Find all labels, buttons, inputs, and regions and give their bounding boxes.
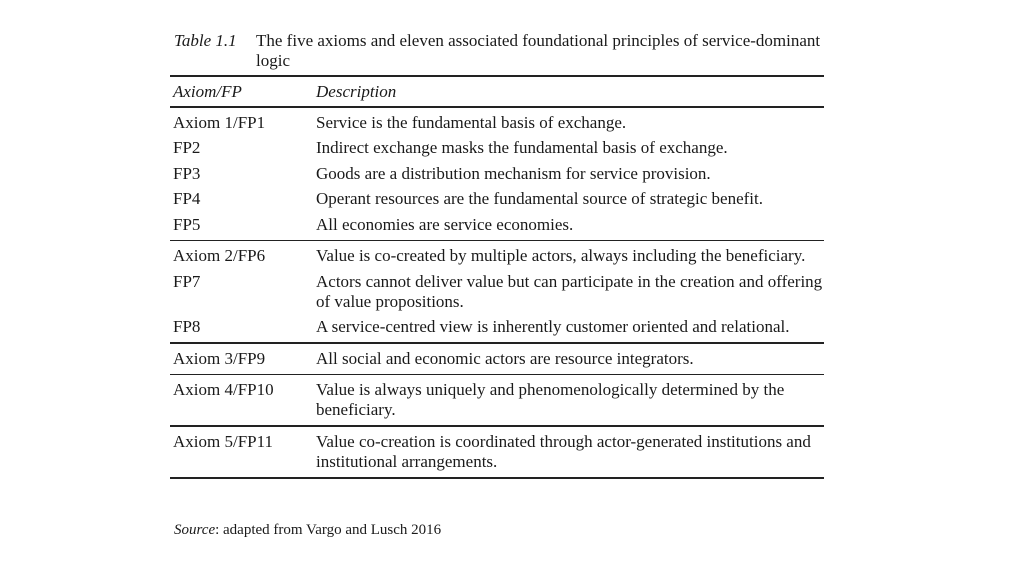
cell-description: Indirect exchange masks the fundamental basis of exchange. [316,138,728,157]
cell-description: Value is co-created by multiple actors, always including the beneficiary. [316,246,806,265]
table-row [170,349,824,369]
cell-axiom-fp: FP8 [173,317,201,336]
cell-axiom-fp: FP4 [173,189,201,208]
cell-axiom-fp: FP2 [173,138,201,157]
table-group [170,241,824,342]
cell-axiom-fp: FP3 [173,163,201,183]
table-row [170,380,824,420]
table-bottom-rule [170,477,824,479]
cell-axiom-fp: Axiom 4/FP10 [173,380,274,399]
source-label: Source [174,522,216,538]
table-body [170,108,824,479]
table-row [170,317,824,337]
header-description: Description [316,81,397,101]
table-row [170,164,824,184]
table-header-row [170,77,824,106]
table-row [170,189,824,209]
cell-axiom-fp: Axiom 3/FP9 [173,348,266,368]
axioms-table [170,75,824,479]
cell-description: Operant resources are the fundamental source of strategic benefit. [316,189,763,208]
table-source-note [174,522,441,539]
table-row [170,432,824,472]
table-caption [174,31,826,70]
header-axiom-fp: Axiom/FP [173,81,242,101]
table-group [170,427,824,477]
caption-label: Table 1.1 [174,31,237,50]
cell-description: Service is the fundamental basis of exchange. [316,112,627,132]
cell-description: Goods are a distribution mechanism for service provision. [316,163,711,183]
cell-description: Value co-creation is coordinated through actor-generated institutions and institutional arrangements. [316,431,811,471]
table-row [170,272,824,312]
cell-axiom-fp: Axiom 2/FP6 [173,246,266,265]
table-group [170,108,824,240]
caption-text: The five axioms and eleven associated foundational principles of service-dominant logic [256,31,821,70]
table-group [170,375,824,425]
cell-description: All economies are service economies. [316,214,574,234]
cell-axiom-fp: Axiom 5/FP11 [173,431,273,451]
cell-axiom-fp: FP7 [173,271,201,291]
table-row [170,113,824,133]
cell-description: Actors cannot deliver value but can participate in the creation and offering of value propositions. [316,271,823,311]
cell-axiom-fp: FP5 [173,214,201,234]
cell-description: Value is always uniquely and phenomenologically determined by the beneficiary. [316,380,785,419]
source-text: : adapted from Vargo and Lusch 2016 [215,522,442,538]
table-group [170,344,824,374]
cell-axiom-fp: Axiom 1/FP1 [173,112,266,132]
table-row [170,246,824,266]
table-row [170,138,824,158]
cell-description: All social and economic actors are resource integrators. [316,348,694,368]
table-row [170,215,824,235]
cell-description: A service-centred view is inherently customer oriented and relational. [316,317,790,336]
